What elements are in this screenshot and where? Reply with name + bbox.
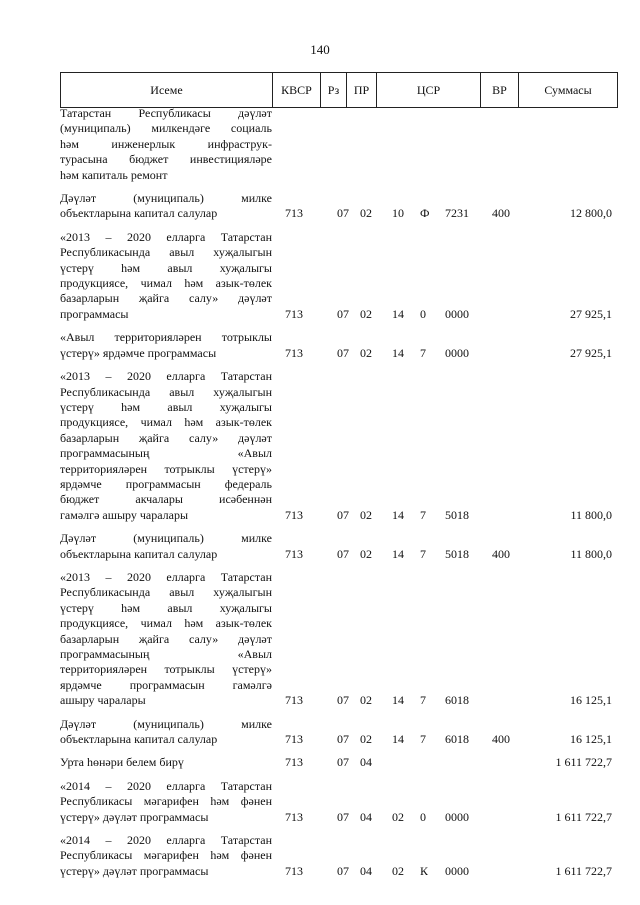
header-rz: Рз xyxy=(320,73,346,107)
rz-code: 07 xyxy=(337,693,349,708)
pr-code: 04 xyxy=(360,863,372,878)
header-csr: ЦСР xyxy=(376,73,480,107)
table-row xyxy=(60,755,618,770)
header-vr: ВР xyxy=(480,73,518,107)
row-codes xyxy=(60,864,618,879)
row-codes xyxy=(60,508,618,523)
row-name-line: программасы xyxy=(60,306,129,321)
row-codes xyxy=(60,307,618,322)
kvsr-code: 713 xyxy=(285,693,303,708)
header-pr: ПР xyxy=(346,73,376,107)
row-sum: 12 800,0 xyxy=(570,206,612,221)
pr-code: 02 xyxy=(360,546,372,561)
rz-code: 07 xyxy=(337,546,349,561)
pr-code: 02 xyxy=(360,693,372,708)
csr-program-code: 14 xyxy=(392,306,404,321)
table-row xyxy=(60,833,618,879)
row-name-line: «2014 – 2020 елларга Татарстан xyxy=(60,833,272,848)
row-name-line: продукциясе, чимал һәм азык-төлек xyxy=(60,616,272,631)
row-name-line: үстерү» дәүләт программасы xyxy=(60,863,209,878)
kvsr-code: 713 xyxy=(285,345,303,360)
row-name-line: үстерү һәм авыл хуҗалыгы xyxy=(60,399,272,414)
row-name-line: Татарстан Республикасы дәүләт xyxy=(60,106,272,120)
csr-program-code: 10 xyxy=(392,206,404,221)
row-name-line: гамәлгә ашыру чаралары xyxy=(60,507,189,522)
csr-direction-code: 5018 xyxy=(445,546,469,561)
row-name-line: базарларын җайга салу» дәүләт xyxy=(60,430,272,445)
vr-code: 400 xyxy=(492,732,510,747)
row-sum: 1 611 722,7 xyxy=(555,863,612,878)
row-codes xyxy=(60,810,618,825)
pr-code: 04 xyxy=(360,755,372,770)
row-name-line: үстерү» ярдәмче программасы xyxy=(60,345,217,360)
row-name-line: Урта һөнәри белем бирү xyxy=(60,755,184,770)
row-sum: 16 125,1 xyxy=(570,732,612,747)
table-row xyxy=(60,106,618,183)
row-name-line: Республикасында авыл хуҗалыгын xyxy=(60,384,272,399)
rz-code: 07 xyxy=(337,206,349,221)
csr-program-code: 14 xyxy=(392,732,404,747)
row-name-line: территорияләрен тотрыклы үстерү» xyxy=(60,662,272,677)
rz-code: 07 xyxy=(337,345,349,360)
csr-subprogram-code: 7 xyxy=(420,693,426,708)
row-name-line: продукциясе, чимал һәм азык-төлек xyxy=(60,415,272,430)
csr-program-code: 14 xyxy=(392,546,404,561)
table-row xyxy=(60,531,618,562)
row-name-line: һәм капиталь ремонт xyxy=(60,167,168,182)
row-name-line: «2013 – 2020 елларга Татарстан xyxy=(60,569,272,584)
row-name-line: үстерү һәм авыл хуҗалыгы xyxy=(60,260,272,275)
row-name-line: Дәүләт (муниципаль) милке xyxy=(60,716,272,731)
row-codes xyxy=(60,547,618,562)
row-name-line: үстерү һәм авыл хуҗалыгы xyxy=(60,600,272,615)
rz-code: 07 xyxy=(337,755,349,770)
header-name: Исеме xyxy=(60,73,272,107)
vr-code: 400 xyxy=(492,546,510,561)
table-row xyxy=(60,191,618,222)
row-name-line: Республикасында авыл хуҗалыгын xyxy=(60,245,272,260)
row-name-line: территорияләрен тотрыклы үстерү» xyxy=(60,461,272,476)
row-sum: 1 611 722,7 xyxy=(555,809,612,824)
table-header xyxy=(60,72,618,108)
row-codes xyxy=(60,755,618,770)
csr-direction-code: 0000 xyxy=(445,809,469,824)
rz-code: 07 xyxy=(337,863,349,878)
page-number: 140 xyxy=(310,42,330,57)
pr-code: 04 xyxy=(360,809,372,824)
csr-direction-code: 7231 xyxy=(445,206,469,221)
row-name-line: «Авыл территорияләрен тотрыклы xyxy=(60,330,272,345)
kvsr-code: 713 xyxy=(285,732,303,747)
row-codes xyxy=(60,206,618,221)
row-sum: 27 925,1 xyxy=(570,306,612,321)
csr-subprogram-code: 0 xyxy=(420,809,426,824)
row-name-line: бюджет акчалары исәбеннән xyxy=(60,492,272,507)
csr-subprogram-code: 0 xyxy=(420,306,426,321)
row-name-line: турасына бюджет инвестицияләре xyxy=(60,152,272,167)
row-name-line: программасының «Авыл xyxy=(60,446,272,461)
row-sum: 1 611 722,7 xyxy=(555,755,612,770)
row-codes xyxy=(60,168,618,183)
csr-direction-code: 0000 xyxy=(445,345,469,360)
table-row xyxy=(60,230,618,322)
rz-code: 07 xyxy=(337,507,349,522)
table-row xyxy=(60,570,618,709)
rz-code: 07 xyxy=(337,306,349,321)
row-name-line: «2013 – 2020 елларга Татарстан xyxy=(60,229,272,244)
csr-program-code: 14 xyxy=(392,345,404,360)
csr-direction-code: 5018 xyxy=(445,507,469,522)
csr-subprogram-code: 7 xyxy=(420,732,426,747)
table-row xyxy=(60,369,618,523)
pr-code: 02 xyxy=(360,507,372,522)
csr-direction-code: 6018 xyxy=(445,693,469,708)
kvsr-code: 713 xyxy=(285,755,303,770)
kvsr-code: 713 xyxy=(285,206,303,221)
row-name xyxy=(60,369,272,523)
table-body xyxy=(60,106,618,887)
csr-program-code: 14 xyxy=(392,507,404,522)
table-row xyxy=(60,717,618,748)
csr-direction-code: 0000 xyxy=(445,306,469,321)
row-name-line: Дәүләт (муниципаль) милке xyxy=(60,531,272,546)
kvsr-code: 713 xyxy=(285,863,303,878)
row-sum: 27 925,1 xyxy=(570,345,612,360)
table-row xyxy=(60,779,618,825)
row-sum: 11 800,0 xyxy=(570,507,612,522)
row-name-line: үстерү» дәүләт программасы xyxy=(60,809,209,824)
csr-subprogram-code: Ф xyxy=(420,206,430,221)
kvsr-code: 713 xyxy=(285,306,303,321)
pr-code: 02 xyxy=(360,732,372,747)
kvsr-code: 713 xyxy=(285,546,303,561)
row-name-line: объектларына капитал салулар xyxy=(60,206,218,221)
row-name-line: Республикасы мәгарифен һәм фәнен xyxy=(60,848,272,863)
vr-code: 400 xyxy=(492,206,510,221)
row-sum: 11 800,0 xyxy=(570,546,612,561)
row-name-line: ярдәмче программасын федераль xyxy=(60,476,272,491)
row-name-line: Республикасы мәгарифен һәм фәнен xyxy=(60,794,272,809)
row-name-line: (муниципаль) милкендәге социаль xyxy=(60,121,272,136)
row-name-line: базарларын җайга салу» дәүләт xyxy=(60,291,272,306)
row-codes xyxy=(60,693,618,708)
csr-program-code: 02 xyxy=(392,809,404,824)
csr-subprogram-code: 7 xyxy=(420,345,426,360)
pr-code: 02 xyxy=(360,306,372,321)
csr-direction-code: 0000 xyxy=(445,863,469,878)
row-name-line: объектларына капитал салулар xyxy=(60,546,218,561)
csr-subprogram-code: К xyxy=(420,863,429,878)
csr-program-code: 14 xyxy=(392,693,404,708)
rz-code: 07 xyxy=(337,732,349,747)
row-name-line: ашыру чаралары xyxy=(60,693,146,708)
row-name-line: «2014 – 2020 елларга Татарстан xyxy=(60,778,272,793)
pr-code: 02 xyxy=(360,206,372,221)
table-row xyxy=(60,330,618,361)
row-codes xyxy=(60,732,618,747)
row-name-line: объектларына капитал салулар xyxy=(60,732,218,747)
row-name-line: Республикасында авыл хуҗалыгын xyxy=(60,585,272,600)
row-codes xyxy=(60,346,618,361)
row-name-line: программасының «Авыл xyxy=(60,647,272,661)
row-name-line: Дәүләт (муниципаль) милке xyxy=(60,191,272,206)
row-sum: 16 125,1 xyxy=(570,693,612,708)
row-name-line: продукциясе, чимал һәм азык-төлек xyxy=(60,276,272,291)
rz-code: 07 xyxy=(337,809,349,824)
csr-subprogram-code: 7 xyxy=(420,507,426,522)
row-name xyxy=(60,570,272,709)
row-name-line: базарларын җайга салу» дәүләт xyxy=(60,631,272,646)
kvsr-code: 713 xyxy=(285,507,303,522)
row-name-line: һәм инженерлык инфраструк- xyxy=(60,136,272,151)
row-name-line: «2013 – 2020 елларга Татарстан xyxy=(60,369,272,384)
row-name-line: ярдәмче программасын гамәлгә xyxy=(60,677,272,692)
header-sum: Суммасы xyxy=(518,73,618,107)
csr-program-code: 02 xyxy=(392,863,404,878)
pr-code: 02 xyxy=(360,345,372,360)
csr-direction-code: 6018 xyxy=(445,732,469,747)
kvsr-code: 713 xyxy=(285,809,303,824)
csr-subprogram-code: 7 xyxy=(420,546,426,561)
header-kvsr: КВСР xyxy=(272,73,320,107)
